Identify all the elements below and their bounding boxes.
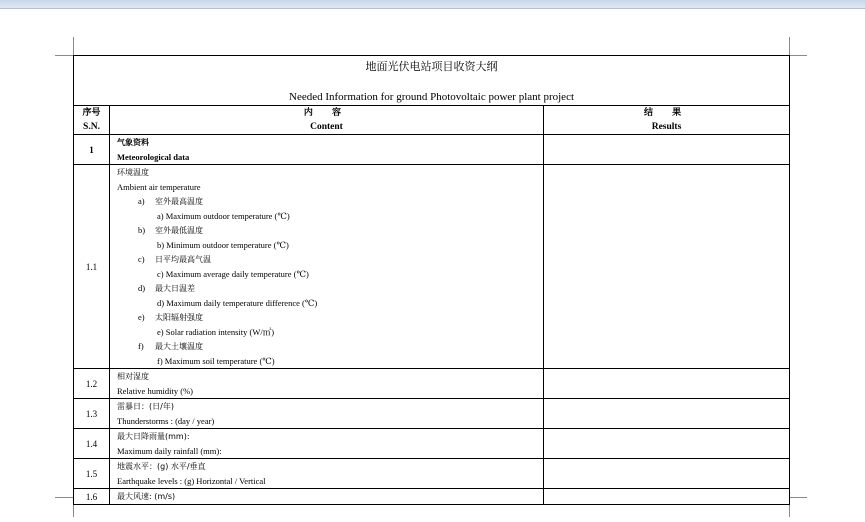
content-text-en: e) Solar radiation intensity (W/㎡) xyxy=(157,327,275,337)
content-line xyxy=(117,459,543,474)
content-line xyxy=(117,354,543,368)
content-text-en: b) Minimum outdoor temperature (℃) xyxy=(157,240,289,250)
table-row xyxy=(74,369,790,399)
header-sn-en: S.N. xyxy=(83,122,100,132)
row-sn-cell[interactable] xyxy=(74,165,110,369)
content-text-cn: 最大日降雨量(mm): xyxy=(117,432,190,441)
information-table xyxy=(73,55,790,505)
content-text-en: Maximum daily rainfall (mm): xyxy=(117,446,222,456)
row-sn-cell[interactable] xyxy=(74,135,110,165)
content-line xyxy=(117,296,543,310)
content-line xyxy=(117,165,543,180)
content-text-cn: 环境温度 xyxy=(117,168,149,177)
header-sn-cn: 序号 xyxy=(82,108,101,118)
content-line xyxy=(117,135,543,150)
content-line xyxy=(117,489,543,504)
content-line xyxy=(117,223,543,238)
table-row xyxy=(74,459,790,489)
content-text-cn: 太阳辐射强度 xyxy=(155,313,203,322)
row-sn: 1.6 xyxy=(85,491,98,502)
row-result-cell[interactable] xyxy=(544,459,790,489)
content-line xyxy=(117,194,543,209)
list-marker: d) xyxy=(138,283,146,293)
content-line xyxy=(117,252,543,267)
row-result-cell[interactable] xyxy=(544,399,790,429)
content-line xyxy=(117,325,543,339)
content-text-en: Relative humidity (%) xyxy=(117,386,194,396)
content-line xyxy=(117,384,543,398)
row-content-cell[interactable] xyxy=(110,489,544,505)
content-text-en: Earthquake levels : (g) Horizontal / Vertical xyxy=(117,476,266,486)
row-result-cell[interactable] xyxy=(544,429,790,459)
table-row xyxy=(74,489,790,505)
crop-mark xyxy=(789,55,807,56)
table-row xyxy=(74,135,790,165)
row-result-cell[interactable] xyxy=(544,165,790,369)
content-text-en: a) Maximum outdoor temperature (℃) xyxy=(157,211,290,221)
header-content-cn: 内 容 xyxy=(303,108,350,118)
content-line xyxy=(117,474,543,488)
row-sn-cell[interactable] xyxy=(74,429,110,459)
crop-mark xyxy=(789,37,790,55)
content-line xyxy=(117,339,543,354)
content-line xyxy=(117,238,543,252)
content-text-cn: 气象资料 xyxy=(117,138,149,147)
content-text-cn: 相对湿度 xyxy=(117,372,149,381)
content-text-cn: 最大土壤温度 xyxy=(155,342,203,351)
row-content-cell[interactable] xyxy=(110,459,544,489)
content-text-cn: 最大日温差 xyxy=(155,284,195,293)
content-text-en: f) Maximum soil temperature (℃) xyxy=(157,356,275,366)
table-row xyxy=(74,165,790,369)
row-content-cell[interactable] xyxy=(110,135,544,165)
crop-mark xyxy=(55,55,73,56)
list-marker: f) xyxy=(138,341,144,351)
row-sn-cell[interactable] xyxy=(74,489,110,505)
row-content-cell[interactable] xyxy=(110,165,544,369)
content-line xyxy=(117,281,543,296)
title-chinese: 地面光伏电站项目收资大纲 xyxy=(365,60,498,73)
row-result-cell[interactable] xyxy=(544,135,790,165)
content-line xyxy=(117,444,543,458)
content-text-cn: 地震水平：(g) 水平/垂直 xyxy=(117,462,206,471)
row-sn: 1.5 xyxy=(85,468,98,479)
row-sn-cell[interactable] xyxy=(74,399,110,429)
content-text-cn: 雷暴日：(日/年) xyxy=(117,402,174,411)
header-content-en: Content xyxy=(310,122,343,132)
row-sn: 1.4 xyxy=(85,438,98,449)
title-row xyxy=(74,56,790,106)
list-marker: e) xyxy=(138,312,145,322)
content-line xyxy=(117,414,543,428)
content-text-cn: 最大风速: (m/s) xyxy=(117,492,176,501)
row-sn-cell[interactable] xyxy=(74,369,110,399)
row-sn: 1.2 xyxy=(85,378,98,389)
content-text-cn: 室外最高温度 xyxy=(155,197,203,206)
list-marker: b) xyxy=(138,225,146,235)
header-results-cn: 结 果 xyxy=(643,108,690,118)
crop-mark xyxy=(55,497,73,498)
content-text-en: c) Maximum average daily temperature (℃) xyxy=(157,269,309,279)
row-content-cell[interactable] xyxy=(110,369,544,399)
row-content-cell[interactable] xyxy=(110,429,544,459)
header-results-en: Results xyxy=(651,122,682,132)
content-text-en: Ambient air temperature xyxy=(117,182,201,192)
document-page xyxy=(0,9,865,522)
window-top-bar xyxy=(0,0,865,9)
content-line xyxy=(117,369,543,384)
row-sn-cell[interactable] xyxy=(74,459,110,489)
header-row xyxy=(74,106,790,135)
content-line xyxy=(117,429,543,444)
header-results[interactable] xyxy=(544,106,790,135)
row-sn: 1.3 xyxy=(85,408,98,419)
table-row xyxy=(74,399,790,429)
list-marker: c) xyxy=(138,254,145,264)
content-text-cn: 室外最低温度 xyxy=(155,226,203,235)
row-content-cell[interactable] xyxy=(110,399,544,429)
content-line xyxy=(117,209,543,223)
content-line xyxy=(117,150,543,164)
table-row xyxy=(74,429,790,459)
header-sn[interactable] xyxy=(74,106,110,135)
row-sn: 1 xyxy=(89,144,94,155)
content-text-en: Thunderstorms : (day / year) xyxy=(117,416,215,426)
title-english: Needed Information for ground Photovoltaic power plant project xyxy=(289,91,575,103)
title-cell[interactable] xyxy=(74,56,790,106)
content-text-cn: 日平均最高气温 xyxy=(155,255,211,264)
content-line xyxy=(117,180,543,194)
content-line xyxy=(117,399,543,414)
content-line xyxy=(117,310,543,325)
row-result-cell[interactable] xyxy=(544,369,790,399)
list-marker: a) xyxy=(138,196,145,206)
content-line xyxy=(117,267,543,281)
header-content[interactable] xyxy=(110,106,544,135)
row-sn: 1.1 xyxy=(85,261,98,272)
row-result-cell[interactable] xyxy=(544,489,790,505)
content-text-en: Meteorological data xyxy=(117,152,190,162)
crop-mark xyxy=(73,37,74,55)
content-text-en: d) Maximum daily temperature difference (℃) xyxy=(157,298,318,308)
crop-mark xyxy=(789,497,807,498)
